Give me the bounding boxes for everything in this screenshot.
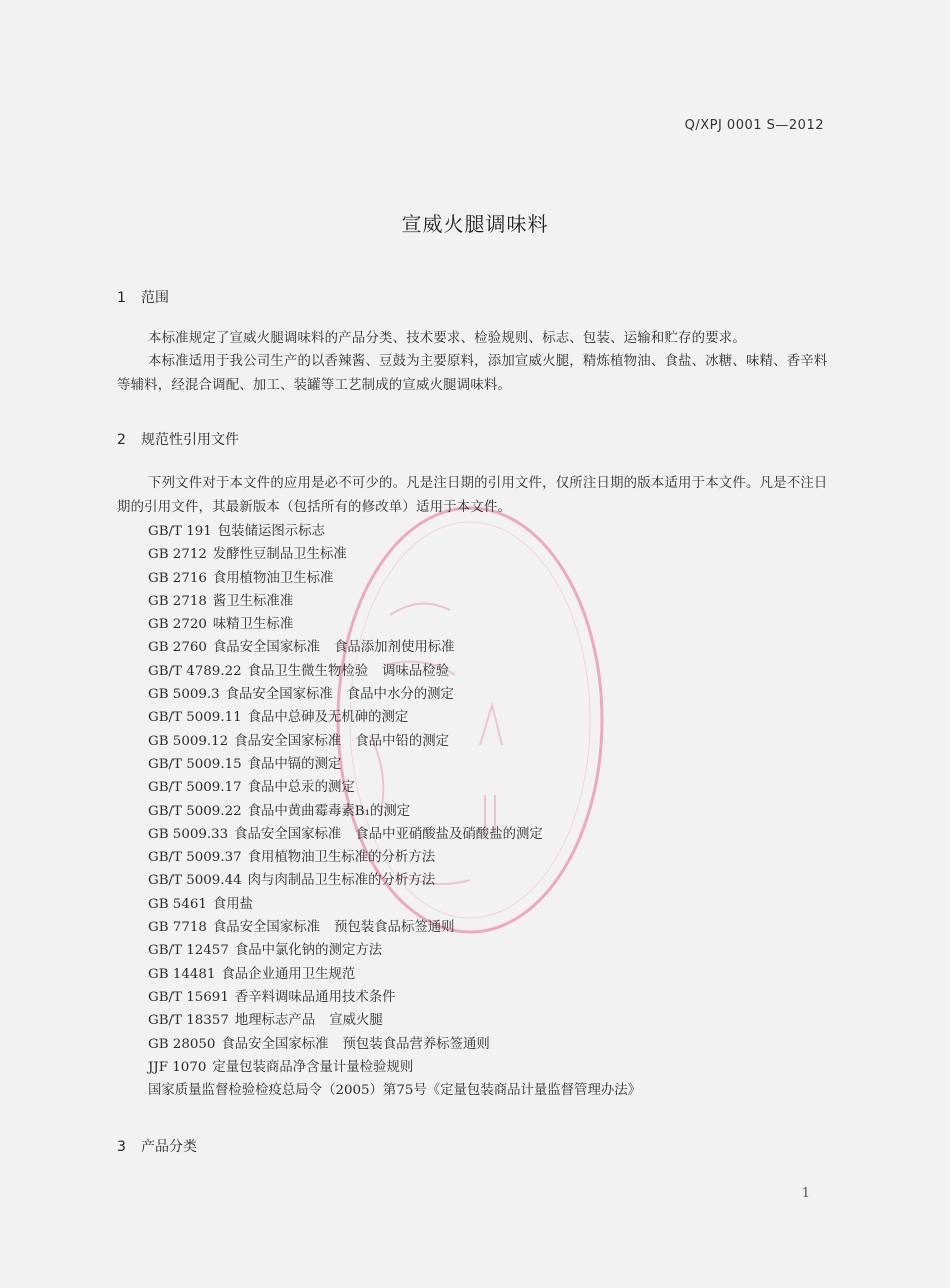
reference-title: 食品中黄曲霉毒素B₁的测定 — [247, 803, 411, 819]
list-item — [148, 986, 641, 1009]
reference-title: 定量包装商品净含量计量检验规则 — [212, 1059, 414, 1075]
reference-title: 香辛料调味品通用技术条件 — [234, 989, 396, 1005]
list-item — [148, 1033, 641, 1056]
reference-title: 发酵性豆制品卫生标准 — [212, 547, 347, 563]
reference-code: GB 2720 — [148, 617, 207, 633]
reference-list — [148, 520, 641, 1102]
reference-code: GB/T 5009.15 — [148, 756, 242, 772]
list-item — [148, 706, 641, 729]
list-item — [148, 939, 641, 962]
reference-code: GB 14481 — [148, 966, 216, 982]
page-number: 1 — [801, 1186, 810, 1201]
section-number: 3 — [117, 1139, 126, 1155]
section-heading-references — [117, 429, 239, 449]
reference-code: GB/T 12457 — [148, 943, 229, 959]
list-item — [148, 660, 641, 683]
reference-subtitle: 调味品检验 — [382, 663, 450, 679]
references-intro: 下列文件对于本文件的应用是必不可少的。凡是注日期的引用文件，仅所注日期的版本适用于本文件。凡是不注日期的引用文件，其最新版本（包括所有的修改单）适用于本文件。 — [117, 476, 828, 515]
page-title: 宣威火腿调味料 — [401, 212, 549, 236]
reference-code: GB 2760 — [148, 640, 207, 656]
reference-title: 食用植物油卫生标准 — [212, 570, 334, 586]
list-item — [148, 753, 641, 776]
reference-title: 肉与肉制品卫生标准的分析方法 — [247, 873, 436, 889]
reference-subtitle: 食品中亚硝酸盐及硝酸盐的测定 — [355, 826, 543, 842]
reference-title: 食品安全国家标准 — [225, 687, 333, 703]
list-item — [148, 520, 641, 543]
list-item — [148, 683, 641, 706]
list-item — [148, 1056, 641, 1079]
reference-subtitle: 食品中水分的测定 — [346, 687, 454, 703]
reference-code: GB/T 5009.44 — [148, 873, 242, 889]
reference-title: 食品安全国家标准 — [212, 920, 320, 936]
reference-title: 食品安全国家标准 — [234, 826, 342, 842]
reference-code: GB/T 191 — [148, 524, 212, 539]
reference-title: 食品企业通用卫生规范 — [221, 966, 356, 982]
reference-code: GB/T 15691 — [148, 989, 229, 1005]
list-item — [148, 893, 641, 916]
reference-title: 食品安全国家标准 — [221, 1036, 329, 1052]
reference-code: GB 2712 — [148, 547, 207, 563]
scope-paragraph-2: 本标准适用于我公司生产的以香辣酱、豆鼓为主要原料，添加宣威火腿，精炼植物油、食盐、冰糖、味精、香辛料等辅料，经混合调配、加工、装罐等工艺制成的宣威火腿调味料。 — [117, 354, 828, 393]
list-item — [148, 730, 641, 753]
reference-code: GB 5009.12 — [148, 733, 229, 749]
reference-code: GB 2718 — [148, 593, 207, 609]
reference-subtitle: 食品中铅的测定 — [355, 733, 450, 749]
reference-subtitle: 预包装食品营养标签通则 — [342, 1036, 490, 1052]
list-item — [148, 636, 641, 659]
reference-title: 食品安全国家标准 — [212, 640, 320, 656]
reference-code: GB 7718 — [148, 920, 207, 936]
list-item — [148, 963, 641, 986]
reference-code: GB 28050 — [148, 1036, 216, 1052]
reference-title: 食品中氯化钠的测定方法 — [234, 943, 383, 959]
reference-title: 包装储运图示标志 — [217, 524, 325, 539]
list-item — [148, 800, 641, 823]
reference-title: 国家质量监督检验检疫总局令（2005）第75号《定量包装商品计量监督管理办法》 — [148, 1083, 642, 1099]
reference-subtitle: 食品添加剂使用标准 — [334, 640, 455, 656]
section-number: 1 — [117, 290, 126, 306]
list-item — [148, 776, 641, 799]
list-item — [148, 916, 641, 939]
reference-title: 酱卫生标准准 — [212, 593, 294, 609]
list-item — [148, 567, 641, 590]
reference-title: 食品中总汞的测定 — [247, 780, 355, 796]
reference-title: 味精卫生标准 — [212, 617, 294, 633]
list-item — [148, 613, 641, 636]
reference-code: GB/T 4789.22 — [148, 663, 242, 679]
standard-code: Q/XPJ 0001 S—2012 — [684, 118, 824, 133]
reference-code: GB 5009.33 — [148, 826, 229, 842]
reference-code: GB/T 5009.37 — [148, 850, 242, 866]
reference-title: 食品中总砷及无机砷的测定 — [247, 710, 409, 726]
list-item — [148, 590, 641, 613]
list-item — [148, 1079, 641, 1102]
reference-code: GB/T 5009.22 — [148, 803, 242, 819]
reference-title: 食用盐 — [212, 896, 254, 912]
list-item — [148, 869, 641, 892]
section-title: 规范性引用文件 — [141, 432, 239, 448]
reference-code: GB 2716 — [148, 570, 207, 586]
reference-code: GB/T 18357 — [148, 1013, 229, 1029]
reference-title: 食品中镉的测定 — [247, 756, 342, 772]
reference-title: 食用植物油卫生标准的分析方法 — [247, 850, 436, 866]
reference-code: GB 5009.3 — [148, 687, 220, 703]
list-item — [148, 543, 641, 566]
list-item — [148, 846, 641, 869]
section-title: 范围 — [141, 290, 169, 306]
section-heading-classification — [117, 1136, 197, 1156]
section-number: 2 — [117, 432, 126, 448]
section-heading-scope — [117, 287, 169, 307]
reference-subtitle: 宣威火腿 — [329, 1013, 383, 1029]
reference-title: 地理标志产品 — [234, 1013, 316, 1029]
reference-code: GB 5461 — [148, 896, 207, 912]
section-title: 产品分类 — [141, 1139, 197, 1155]
scope-paragraph-1: 本标准规定了宣威火腿调味料的产品分类、技术要求、检验规则、标志、包装、运输和贮存的要求。 — [148, 331, 746, 346]
reference-subtitle: 预包装食品标签通则 — [334, 920, 455, 936]
reference-title: 食品卫生微生物检验 — [247, 663, 369, 679]
reference-code: JJF 1070 — [148, 1059, 207, 1075]
reference-title: 食品安全国家标准 — [234, 733, 342, 749]
list-item — [148, 1009, 641, 1032]
list-item — [148, 823, 641, 846]
reference-code: GB/T 5009.17 — [148, 780, 242, 796]
reference-code: GB/T 5009.11 — [148, 710, 242, 726]
